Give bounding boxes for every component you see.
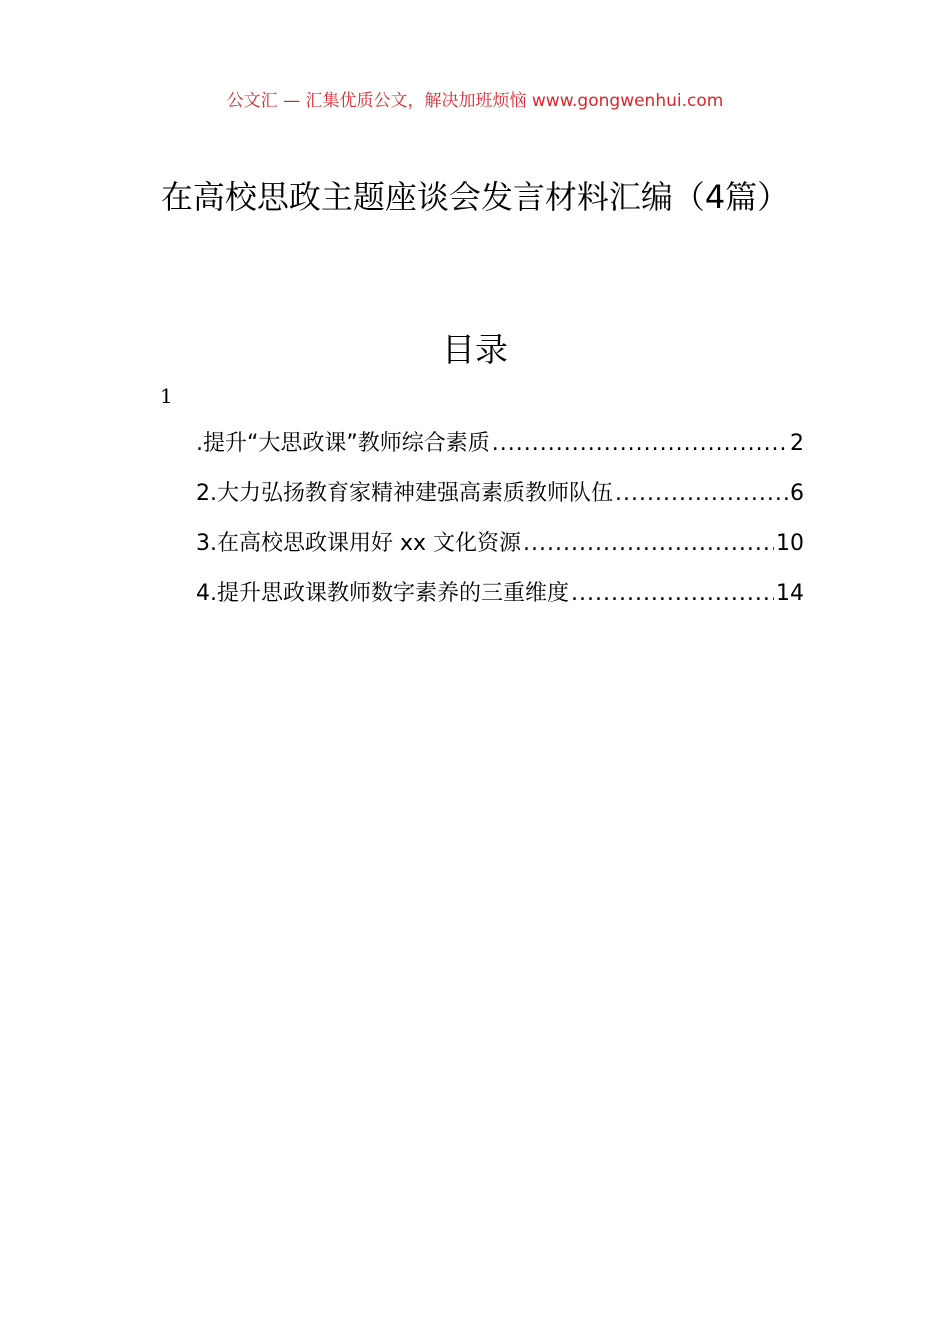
toc-entry-page: 6 — [790, 481, 804, 506]
toc-heading: 目录 — [442, 330, 508, 369]
toc-entry-title: 2.大力弘扬教育家精神建强高素质教师队伍 — [196, 481, 613, 506]
toc-entry-page: 2 — [790, 431, 804, 456]
toc-entry-page: 10 — [776, 531, 804, 556]
dot-leader — [523, 531, 774, 556]
table-of-contents — [196, 426, 804, 626]
toc-entry[interactable] — [196, 426, 804, 476]
toc-entry[interactable] — [196, 476, 804, 526]
document-title: 在高校思政主题座谈会发言材料汇编（4篇） — [160, 178, 790, 216]
dot-leader — [615, 481, 788, 506]
dot-leader — [571, 581, 774, 606]
toc-entry-title: 3.在高校思政课用好 xx 文化资源 — [196, 531, 522, 556]
toc-entry-title: 4.提升思政课教师数字素养的三重维度 — [196, 581, 569, 606]
list-number: 1 — [160, 384, 173, 408]
toc-entry-page: 14 — [776, 581, 804, 606]
toc-entry[interactable] — [196, 576, 804, 626]
toc-entry-title: .提升“大思政课”教师综合素质 — [196, 431, 490, 456]
site-header-banner: 公文汇 — 汇集优质公文，解决加班烦恼 www.gongwenhui.com — [226, 91, 724, 111]
dot-leader — [492, 431, 788, 456]
toc-entry[interactable] — [196, 526, 804, 576]
